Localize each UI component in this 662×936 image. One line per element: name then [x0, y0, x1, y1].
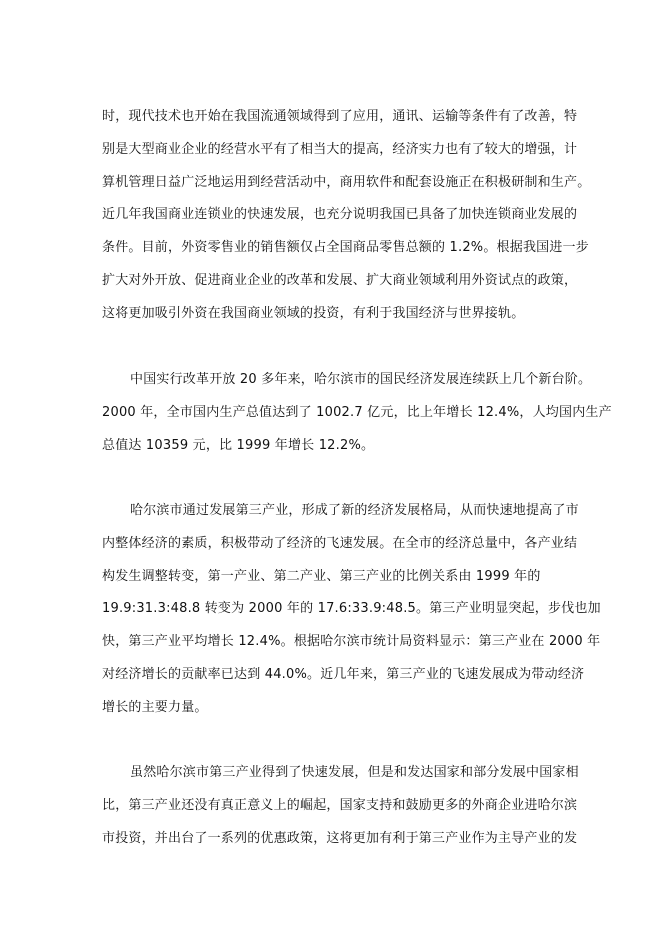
text-line: 2000 年，全市国内生产总值达到了 1002.7 亿元，比上年增长 12.4%，人均国内生产 [102, 404, 612, 420]
text-line: 扩大对外开放、促进商业企业的改革和发展、扩大商业领域利用外资试点的政策， [102, 272, 578, 288]
paragraph-tertiary-comparison [102, 757, 582, 855]
text-line: 比，第三产业还没有真正意义上的崛起，国家支持和鼓励更多的外商企业进哈尔滨 [102, 797, 578, 813]
text-line: 中国实行改革开放 20 多年来，哈尔滨市的国民经济发展连续跃上几个新台阶。 [130, 372, 592, 387]
text-line: 算机管理日益广泛地运用到经营活动中，商用软件和配套设施正在积极研制和生产。 [102, 174, 591, 190]
text-line: 快，第三产业平均增长 12.4%。根据哈尔滨市统计局资料显示：第三产业在 2000 年 [102, 634, 601, 650]
text-line: 哈尔滨市通过发展第三产业，形成了新的经济发展格局，从而快速地提高了市 [130, 503, 579, 518]
text-line: 构发生调整转变，第一产业、第二产业、第三产业的比例关系由 1999 年的 [102, 568, 541, 584]
text-line: 条件。目前，外资零售业的销售额仅占全国商品零售总额的 1.2%。根据我国进一步 [102, 240, 589, 256]
text-line: 19.9:31.3:48.8 转变为 2000 年的 17.6:33.9:48.5。第三产业明显突起，步伐也加 [102, 601, 601, 617]
paragraph-tertiary-industry [102, 495, 601, 725]
text-line: 内整体经济的素质，积极带动了经济的飞速发展。在全市的经济总量中，各产业结 [102, 535, 578, 551]
text-line: 别是大型商业企业的经营水平有了相当大的提高，经济实力也有了较大的增强，计 [102, 141, 578, 157]
text-line: 时，现代技术也开始在我国流通领域得到了应用，通讯、运输等条件有了改善，特 [102, 109, 578, 124]
text-line: 对经济增长的贡献率已达到 44.0%。近几年来，第三产业的飞速发展成为带动经济 [102, 666, 585, 682]
text-line: 这将更加吸引外资在我国商业领域的投资，有利于我国经济与世界接轨。 [102, 305, 525, 321]
text-line: 增长的主要力量。 [102, 699, 208, 715]
text-line: 总值达 10359 元，比 1999 年增长 12.2%。 [102, 437, 375, 453]
text-line: 虽然哈尔滨市第三产业得到了快速发展，但是和发达国家和部分发展中国家相 [130, 765, 579, 780]
text-line: 近几年我国商业连锁业的快速发展，也充分说明我国已具备了加快连锁商业发展的 [102, 207, 578, 223]
text-line: 市投资，并出台了一系列的优惠政策，这将更加有利于第三产业作为主导产业的发 [102, 830, 578, 846]
paragraph-harbin-gdp [102, 364, 612, 462]
paragraph-foreign-retail [102, 101, 591, 331]
